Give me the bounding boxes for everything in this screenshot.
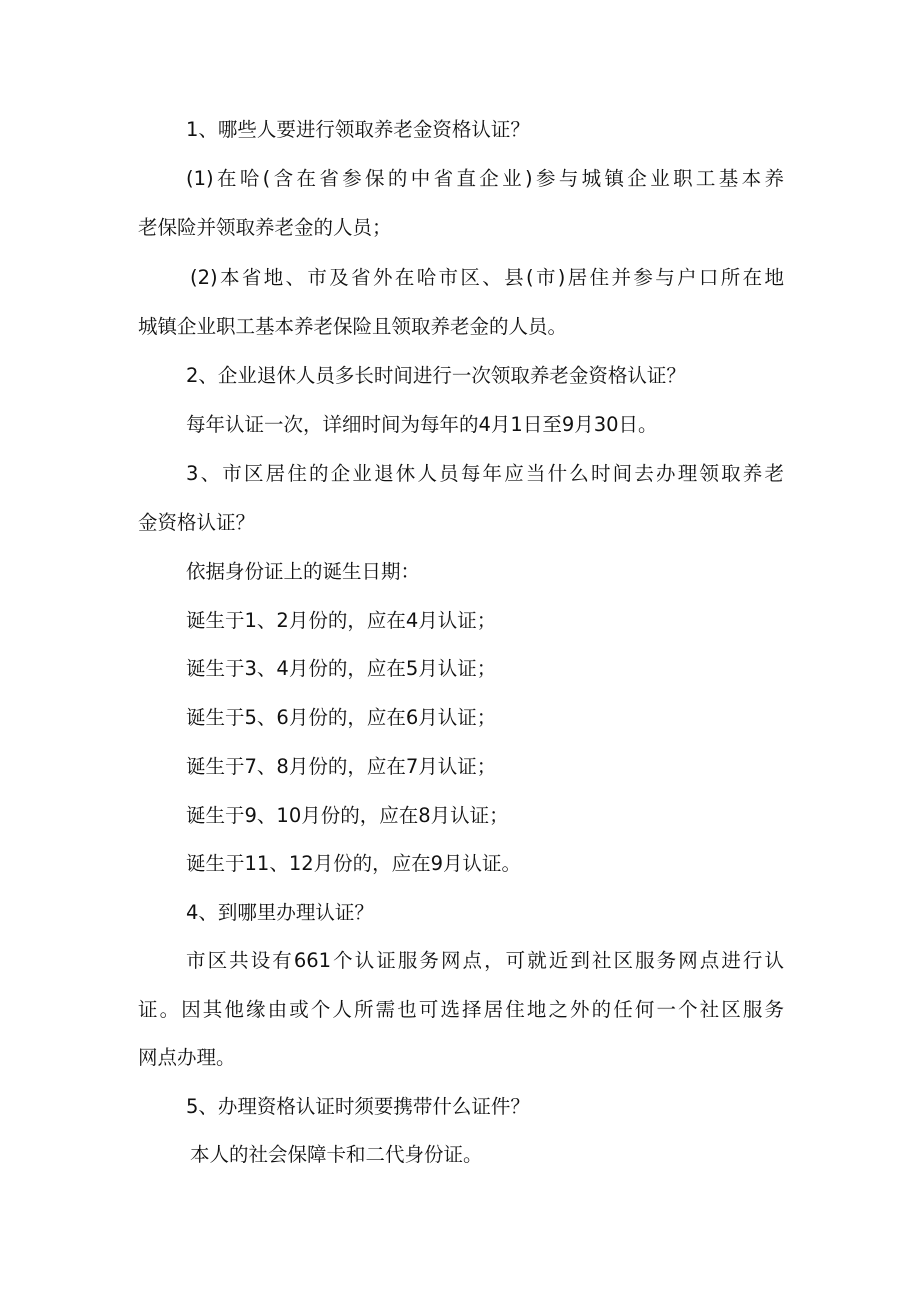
answer-3-item: 诞生于7、8月份的，应在7月认证； bbox=[186, 755, 497, 778]
answer-1-item-2-line-1: (2)本省地、市及省外在哈市区、县(市)居住并参与户口所在地 bbox=[190, 266, 784, 289]
answer-4-line-1: 市区共设有661个认证服务网点，可就近到社区服务网点进行认 bbox=[186, 949, 784, 972]
answer-3-item: 诞生于5、6月份的，应在6月认证； bbox=[186, 706, 497, 729]
answer-5: 本人的社会保障卡和二代身份证。 bbox=[190, 1143, 483, 1166]
question-3-line-1: 3、市区居住的企业退休人员每年应当什么时间去办理领取养老 bbox=[186, 462, 784, 485]
answer-1-item-2-line-2: 城镇企业职工基本养老保险且领取养老金的人员。 bbox=[138, 315, 568, 338]
answer-3-item: 诞生于3、4月份的，应在5月认证； bbox=[186, 657, 497, 680]
question-5: 5、办理资格认证时须要携带什么证件？ bbox=[186, 1095, 530, 1118]
question-4: 4、到哪里办理认证？ bbox=[186, 901, 374, 924]
answer-4-line-2: 证。因其他缘由或个人所需也可选择居住地之外的任何一个社区服务 bbox=[138, 998, 784, 1021]
answer-3-item: 诞生于1、2月份的，应在4月认证； bbox=[186, 609, 497, 632]
answer-3-item: 诞生于9、10月份的，应在8月认证； bbox=[186, 804, 509, 827]
question-2: 2、企业退休人员多长时间进行一次领取养老金资格认证？ bbox=[186, 364, 686, 387]
answer-1-item-1-line-2: 老保险并领取养老金的人员； bbox=[138, 216, 392, 239]
answer-3-intro: 依据身份证上的诞生日期： bbox=[186, 560, 421, 583]
answer-1-item-1-line-1: (1)在哈(含在省参保的中省直企业)参与城镇企业职工基本养 bbox=[186, 167, 784, 190]
answer-2: 每年认证一次，详细时间为每年的4月1日至9月30日。 bbox=[186, 413, 658, 436]
answer-4-line-3: 网点办理。 bbox=[138, 1046, 236, 1069]
question-3-line-2: 金资格认证？ bbox=[138, 511, 256, 534]
question-1: 1、哪些人要进行领取养老金资格认证？ bbox=[186, 118, 530, 141]
answer-3-item: 诞生于11、12月份的，应在9月认证。 bbox=[186, 852, 522, 875]
